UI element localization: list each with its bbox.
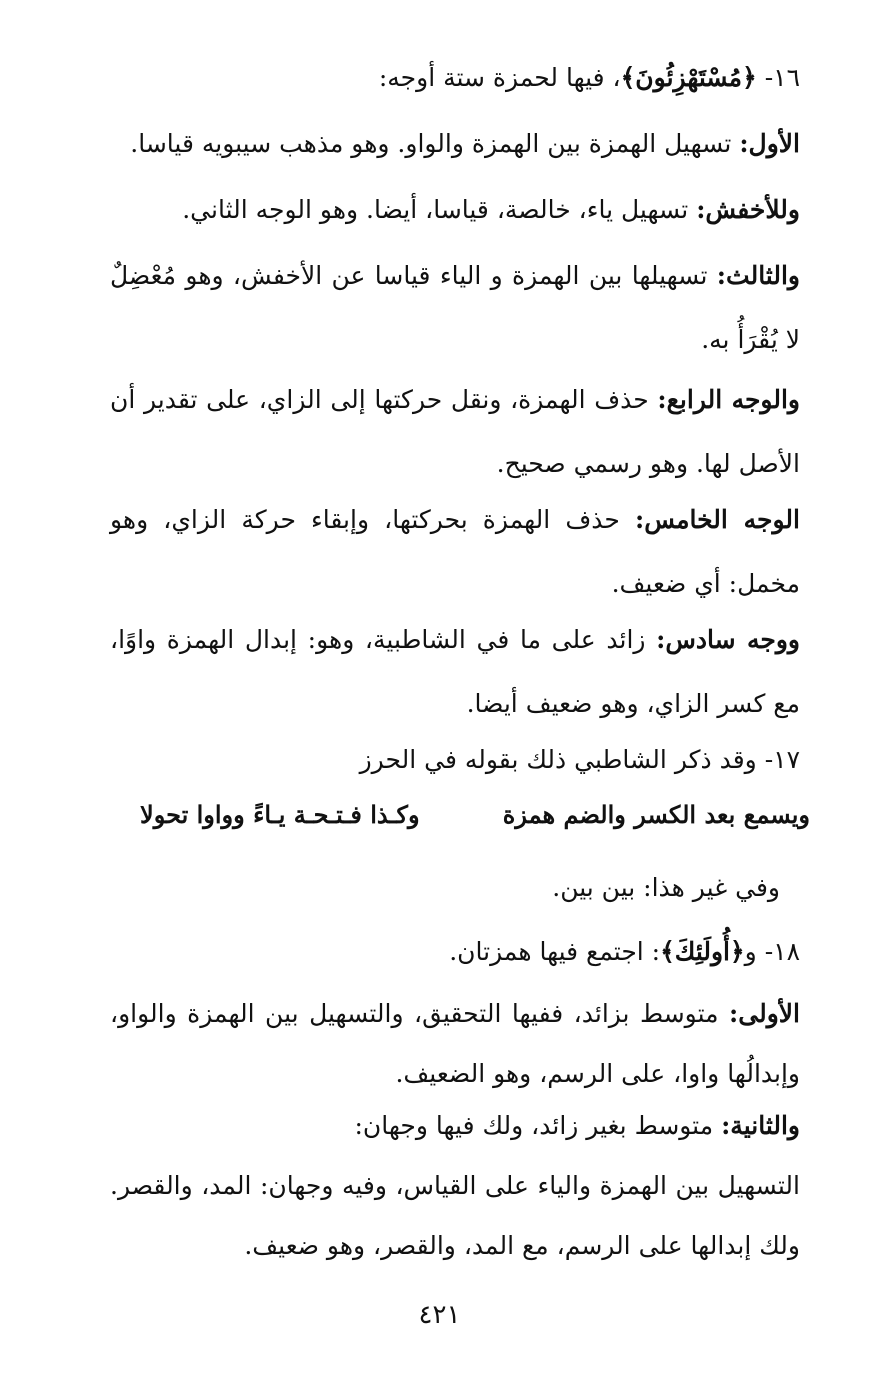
item-number: ١٧- — [764, 745, 800, 774]
item-16 — [110, 46, 800, 110]
paragraph-first-hamza — [110, 984, 800, 1104]
paragraph-label: والثالث: — [716, 261, 800, 290]
paragraph-first — [110, 112, 800, 176]
after-verse-line — [110, 856, 800, 920]
after-verse-text: وفي غير هذا: بين بين. — [552, 873, 780, 902]
paragraph-label: الأول: — [739, 129, 800, 158]
paragraph-text: تسهيلها بين الهمزة و الياء قياسا عن الأخفش، وهو مُعْضِلٌ لا يُقْرَأُ به. — [110, 261, 800, 354]
paragraph-label: ووجه سادس: — [656, 625, 800, 654]
paragraph-text: حذف الهمزة، ونقل حركتها إلى الزاي، على تقدير أن الأصل لها. وهو رسمي صحيح. — [110, 385, 800, 478]
paragraph-text: التسهيل بين الهمزة والياء على القياس، وفيه وجهان: المد، والقصر. ولك إبدالها على الرسم، مع المد، والقصر، وهو ضعيف. — [110, 1171, 801, 1260]
item-number: ١٨- — [764, 937, 800, 966]
paragraph-text: تسهيل الهمزة بين الهمزة والواو. وهو مذهب سيبويه قياسا. — [130, 129, 740, 158]
paragraph-label: الوجه الخامس: — [634, 505, 800, 534]
item-text: : اجتمع فيها همزتان. — [449, 937, 661, 966]
paragraph-second-hamza — [110, 1096, 800, 1156]
item-number: ١٦- — [764, 63, 800, 92]
paragraph-third — [110, 244, 800, 372]
paragraph-text: متوسط بزائد، ففيها التحقيق، والتسهيل بين الهمزة والواو، وإبدالُها واوا، على الرسم، وهو الضعيف. — [110, 999, 800, 1088]
quran-word: ﴿أُولَئِكَ﴾ — [660, 937, 745, 966]
paragraph-akhfash — [110, 178, 800, 242]
page-number: ٤٢١ — [418, 1300, 461, 1330]
item-18 — [110, 920, 800, 984]
paragraph-label: وللأخفش: — [696, 195, 800, 224]
paragraph-text: حذف الهمزة بحركتها، وإبقاء حركة الزاي، وهو مخمل: أي ضعيف. — [110, 505, 800, 598]
paragraph-label: والوجه الرابع: — [657, 385, 800, 414]
paragraph-label: والثانية: — [721, 1111, 800, 1140]
item-prefix: و — [744, 937, 765, 966]
paragraph-text: متوسط بغير زائد، ولك فيها وجهان: — [354, 1111, 722, 1140]
paragraph-text: زائد على ما في الشاطبية، وهو: إبدال الهمزة واوًا، مع كسر الزاي، وهو ضعيف أيضا. — [110, 625, 800, 718]
paragraph-text: تسهيل ياء، خالصة، قياسا، أيضا. وهو الوجه الثاني. — [182, 195, 697, 224]
paragraph-label: الأولى: — [729, 999, 800, 1028]
paragraph-tasheel — [110, 1156, 800, 1276]
quran-word: ﴿مُسْتَهْزِئُونَ﴾ — [620, 63, 757, 92]
paragraph-fifth — [110, 488, 800, 616]
item-text: ، فيها لحمزة ستة أوجه: — [378, 63, 621, 92]
poetry-verse — [110, 800, 810, 850]
paragraph-fourth — [110, 368, 800, 496]
verse-second-hemistich: وكـذا فـتـحـة يـاءً وواوا تحولا — [140, 800, 420, 829]
paragraph-sixth — [110, 608, 800, 736]
verse-first-hemistich: ويسمع بعد الكسر والضم همزة — [502, 800, 810, 829]
item-text: وقد ذكر الشاطبي ذلك بقوله في الحرز — [359, 745, 765, 774]
item-17 — [110, 728, 800, 792]
